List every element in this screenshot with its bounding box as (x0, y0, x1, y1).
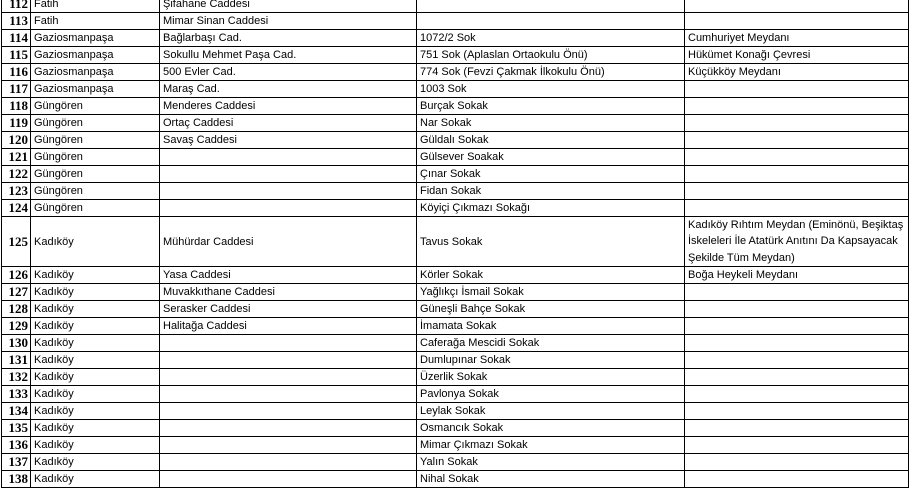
square-cell (685, 183, 909, 200)
street-cell (160, 386, 417, 403)
table-row (2, 352, 909, 369)
street-cell (160, 471, 417, 488)
district-cell: Kadıköy (31, 301, 160, 318)
street-cell (160, 183, 417, 200)
square-cell: Cumhuriyet Meydanı (685, 30, 909, 47)
street-cell: Yasa Caddesi (160, 267, 417, 284)
district-cell: Fatih (31, 0, 160, 13)
row-number: 114 (2, 30, 31, 47)
sok-cell: Fidan Sokak (417, 183, 685, 200)
street-cell: Muvakkıthane Caddesi (160, 284, 417, 301)
row-number: 118 (2, 98, 31, 115)
table-row (2, 217, 909, 267)
sok-cell: Caferağa Mescidi Sokak (417, 335, 685, 352)
table-row (2, 437, 909, 454)
table-row (2, 0, 909, 13)
table-row (2, 403, 909, 420)
district-cell: Güngören (31, 183, 160, 200)
square-cell (685, 284, 909, 301)
row-number: 138 (2, 471, 31, 488)
street-cell: Mimar Sinan Caddesi (160, 13, 417, 30)
table-body (2, 0, 909, 488)
street-cell: Bağlarbaşı Cad. (160, 30, 417, 47)
district-cell: Güngören (31, 200, 160, 217)
street-cell (160, 369, 417, 386)
sok-cell: Dumlupınar Sokak (417, 352, 685, 369)
location-table (1, 0, 909, 488)
row-number: 131 (2, 352, 31, 369)
table-row (2, 115, 909, 132)
square-cell (685, 166, 909, 183)
square-cell (685, 386, 909, 403)
table-row (2, 166, 909, 183)
sok-cell: Güneşli Bahçe Sokak (417, 301, 685, 318)
table-row (2, 284, 909, 301)
square-cell: Küçükköy Meydanı (685, 64, 909, 81)
table-row (2, 149, 909, 166)
square-cell (685, 98, 909, 115)
sok-cell: Köyiçi Çıkmazı Sokağı (417, 200, 685, 217)
table-row (2, 335, 909, 352)
sok-cell: Burçak Sokak (417, 98, 685, 115)
row-number: 132 (2, 369, 31, 386)
district-cell: Gaziosmanpaşa (31, 47, 160, 64)
district-cell: Gaziosmanpaşa (31, 64, 160, 81)
row-number: 126 (2, 267, 31, 284)
district-cell: Kadıköy (31, 403, 160, 420)
row-number: 128 (2, 301, 31, 318)
sok-cell: Yağlıkçı İsmail Sokak (417, 284, 685, 301)
square-cell (685, 13, 909, 30)
street-cell (160, 335, 417, 352)
row-number: 120 (2, 132, 31, 149)
row-number: 137 (2, 454, 31, 471)
sok-cell: Mimar Çıkmazı Sokak (417, 437, 685, 454)
row-number: 116 (2, 64, 31, 81)
street-cell (160, 149, 417, 166)
sok-cell: Yalın Sokak (417, 454, 685, 471)
square-cell (685, 454, 909, 471)
street-cell: Şifahane Caddesi (160, 0, 417, 13)
street-cell: Menderes Caddesi (160, 98, 417, 115)
district-cell: Kadıköy (31, 267, 160, 284)
street-cell: Savaş Caddesi (160, 132, 417, 149)
table-row (2, 98, 909, 115)
row-number: 121 (2, 149, 31, 166)
street-cell: 500 Evler Cad. (160, 64, 417, 81)
square-cell: Hükümet Konağı Çevresi (685, 47, 909, 64)
table-row (2, 386, 909, 403)
square-cell: Boğa Heykeli Meydanı (685, 267, 909, 284)
district-cell: Kadıköy (31, 352, 160, 369)
district-cell: Güngören (31, 166, 160, 183)
square-cell (685, 437, 909, 454)
square-cell (685, 149, 909, 166)
district-cell: Kadıköy (31, 369, 160, 386)
table-row (2, 318, 909, 335)
sok-cell: Leylak Sokak (417, 403, 685, 420)
table-row (2, 183, 909, 200)
street-cell (160, 403, 417, 420)
sok-cell: Körler Sokak (417, 267, 685, 284)
sok-cell: Gülsever Soakak (417, 149, 685, 166)
square-cell (685, 115, 909, 132)
district-cell: Gaziosmanpaşa (31, 81, 160, 98)
row-number: 115 (2, 47, 31, 64)
street-cell (160, 437, 417, 454)
sok-cell (417, 0, 685, 13)
square-cell (685, 318, 909, 335)
street-cell: Halitağa Caddesi (160, 318, 417, 335)
street-cell (160, 166, 417, 183)
table-row (2, 267, 909, 284)
district-cell: Güngören (31, 115, 160, 132)
street-cell: Maraş Cad. (160, 81, 417, 98)
row-number: 117 (2, 81, 31, 98)
district-cell: Kadıköy (31, 318, 160, 335)
sok-cell: Üzerlik Sokak (417, 369, 685, 386)
sok-cell: 774 Sok (Fevzi Çakmak İlkokulu Önü) (417, 64, 685, 81)
district-cell: Kadıköy (31, 471, 160, 488)
square-cell (685, 471, 909, 488)
row-number: 127 (2, 284, 31, 301)
square-cell (685, 81, 909, 98)
street-cell: Serasker Caddesi (160, 301, 417, 318)
street-cell (160, 420, 417, 437)
sok-cell: 751 Sok (Aplaslan Ortaokulu Önü) (417, 47, 685, 64)
sok-cell: Tavus Sokak (417, 217, 685, 267)
table-row (2, 64, 909, 81)
row-number: 125 (2, 217, 31, 267)
sok-cell: Nihal Sokak (417, 471, 685, 488)
table-row (2, 13, 909, 30)
square-cell (685, 0, 909, 13)
row-number: 122 (2, 166, 31, 183)
row-number: 123 (2, 183, 31, 200)
square-cell (685, 352, 909, 369)
sok-cell: 1072/2 Sok (417, 30, 685, 47)
street-cell: Ortaç Caddesi (160, 115, 417, 132)
district-cell: Fatih (31, 13, 160, 30)
square-cell (685, 200, 909, 217)
table-row (2, 369, 909, 386)
district-cell: Güngören (31, 98, 160, 115)
row-number: 112 (2, 0, 31, 13)
table-row (2, 454, 909, 471)
street-cell (160, 454, 417, 471)
table-row (2, 301, 909, 318)
square-cell: Kadıköy Rıhtım Meydan (Eminönü, Beşiktaş İskeleleri İle Atatürk Anıtını Da Kapsayacak Şekilde Tüm Meydan) (685, 217, 909, 267)
district-cell: Kadıköy (31, 217, 160, 267)
square-cell (685, 301, 909, 318)
row-number: 133 (2, 386, 31, 403)
district-cell: Güngören (31, 149, 160, 166)
sok-cell: Çınar Sokak (417, 166, 685, 183)
sok-cell: Nar Sokak (417, 115, 685, 132)
row-number: 124 (2, 200, 31, 217)
row-number: 113 (2, 13, 31, 30)
table-row (2, 132, 909, 149)
district-cell: Kadıköy (31, 437, 160, 454)
row-number: 129 (2, 318, 31, 335)
table-row (2, 471, 909, 488)
sok-cell: Osmancık Sokak (417, 420, 685, 437)
street-cell: Sokullu Mehmet Paşa Cad. (160, 47, 417, 64)
street-cell (160, 352, 417, 369)
row-number: 134 (2, 403, 31, 420)
district-cell: Kadıköy (31, 454, 160, 471)
row-number: 130 (2, 335, 31, 352)
sok-cell: Güldalı Sokak (417, 132, 685, 149)
sok-cell: İmamata Sokak (417, 318, 685, 335)
district-cell: Kadıköy (31, 335, 160, 352)
table-row (2, 81, 909, 98)
square-cell (685, 132, 909, 149)
table-row (2, 420, 909, 437)
row-number: 135 (2, 420, 31, 437)
square-cell (685, 420, 909, 437)
district-cell: Gaziosmanpaşa (31, 30, 160, 47)
table-row (2, 200, 909, 217)
district-cell: Kadıköy (31, 284, 160, 301)
row-number: 136 (2, 437, 31, 454)
square-cell (685, 335, 909, 352)
district-cell: Güngören (31, 132, 160, 149)
row-number: 119 (2, 115, 31, 132)
district-cell: Kadıköy (31, 386, 160, 403)
table-row (2, 30, 909, 47)
table-row (2, 47, 909, 64)
sok-cell (417, 13, 685, 30)
street-cell: Mühürdar Caddesi (160, 217, 417, 267)
square-cell (685, 369, 909, 386)
sok-cell: 1003 Sok (417, 81, 685, 98)
sok-cell: Pavlonya Sokak (417, 386, 685, 403)
square-cell (685, 403, 909, 420)
district-cell: Kadıköy (31, 420, 160, 437)
street-cell (160, 200, 417, 217)
